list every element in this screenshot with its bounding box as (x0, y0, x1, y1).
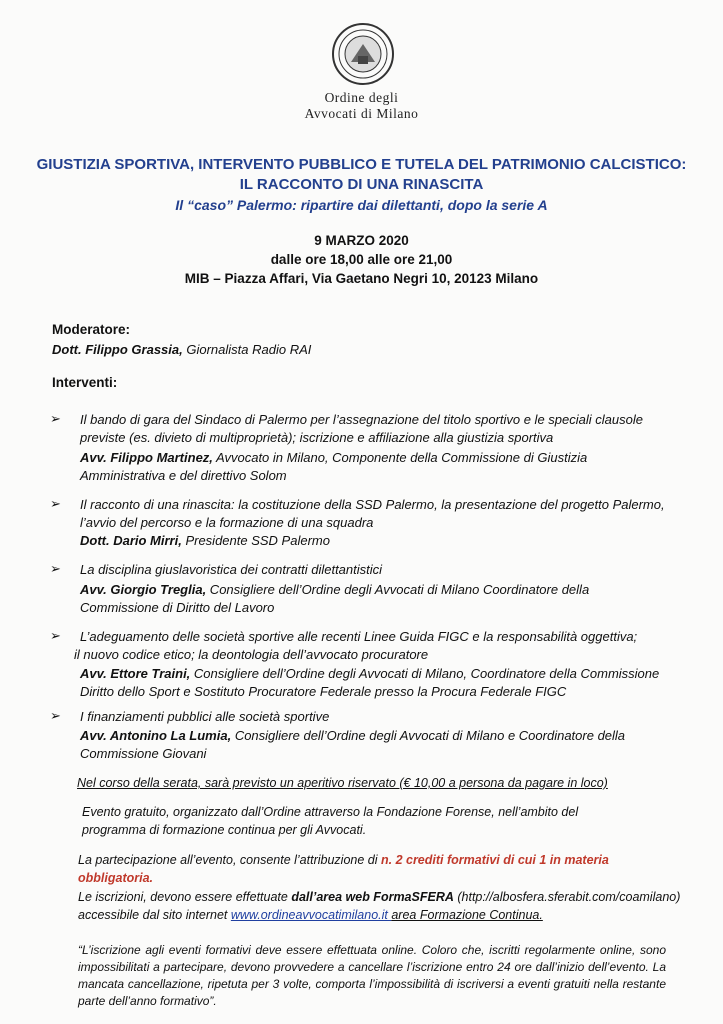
item-3-topic-line1: La disciplina giuslavoristica dei contratti dilettantistici (80, 562, 383, 577)
registration-area: dall’area web FormaSFERA (291, 890, 454, 904)
item-4-speaker-role1: Consigliere dell’Ordine degli Avvocati di Milano, Coordinatore della Commissione (190, 666, 660, 681)
item-2-speaker-line1 (80, 532, 330, 550)
moderator-name: Dott. Filippo Grassia, (52, 342, 183, 357)
item-5-speaker-name: Avv. Antonino La Lumia, (80, 728, 232, 743)
registration-url: (http://albosfera.sferabit.com/coamilano) (453, 890, 681, 904)
free-event-line1: Evento gratuito, organizzato dall’Ordine attraverso la Fondazione Forense, nell’ambito del (82, 805, 579, 819)
registration-policy-note: “L’iscrizione agli eventi formativi deve essere effettuata online. Coloro che, iscritti regolarmente online, sono impossibilitati a partecipare, devono provvedere a cancellare l’iscrizione entro 24 ore dall’inizio dell’evento. La mancata cancellazione, ripetuta per 3 volte, comporta l’impossibilità di iscriversi a eventi gratuiti nella restante parte dell’anno formativo”. (78, 943, 666, 1008)
event-date: 9 MARZO 2020 (314, 233, 409, 248)
event-place: MIB – Piazza Affari, Via Gaetano Negri 10, 20123 Milano (184, 271, 539, 286)
free-event-line2: programma di formazione continua per gli Avvocati. (82, 823, 367, 837)
item-3-speaker-role1: Consigliere dell’Ordine degli Avvocati di Milano Coordinatore della (206, 582, 590, 597)
event-subtitle: Il “caso” Palermo: ripartire dai dilettanti, dopo la serie A (175, 197, 548, 213)
item-3-speaker-role2: Commissione di Diritto del Lavoro (80, 600, 275, 615)
arrow-bullet-icon: ➢ (50, 708, 61, 723)
org-name-line1: Ordine degli (324, 90, 399, 105)
item-5-topic-line1: I finanziamenti pubblici alle società sportive (80, 709, 330, 724)
credits-pre: La partecipazione all’evento, consente l’attribuzione di (78, 853, 381, 867)
arrow-bullet-icon: ➢ (50, 411, 61, 426)
interventions-label: Interventi: (52, 375, 118, 390)
seal-logo (331, 22, 395, 86)
item-5-speaker-line1 (80, 727, 625, 745)
website-link[interactable]: www.ordineavvocatimilano.it (230, 908, 392, 922)
item-1-speaker-role1: Avvocato in Milano, Componente della Commissione di Giustizia (212, 450, 588, 465)
registration-pre: Le iscrizioni, devono essere effettuate (78, 890, 292, 904)
item-4-topic-line1: L’adeguamento delle società sportive alle recenti Linee Guida FIGC e la responsabilità oggettiva; (80, 629, 638, 644)
event-title-line1: GIUSTIZIA SPORTIVA, INTERVENTO PUBBLICO E TUTELA DEL PATRIMONIO CALCISTICO: (36, 156, 687, 173)
org-name-line2: Avvocati di Milano (304, 106, 419, 121)
item-1-speaker-role2: Amministrativa e del direttivo Solom (80, 468, 287, 483)
item-2-speaker-name: Dott. Dario Mirri, (80, 533, 182, 548)
moderator-role: Giornalista Radio RAI (182, 342, 312, 357)
credits-highlight1: n. 2 crediti formativi di cui 1 in materia (380, 853, 609, 867)
item-3-speaker-name: Avv. Giorgio Treglia, (80, 582, 207, 597)
item-4-speaker-role2: Diritto dello Sport e Sostituto Procuratore Federale presso la Procura Federale FIGC (80, 684, 567, 699)
moderator-line (52, 341, 311, 359)
arrow-bullet-icon: ➢ (50, 496, 61, 511)
aperitivo-note: Nel corso della serata, sarà previsto un aperitivo riservato (€ 10,00 a persona da pagare in loco) (77, 776, 608, 790)
moderator-label: Moderatore: (52, 322, 131, 337)
arrow-bullet-icon: ➢ (50, 561, 61, 576)
event-title-line2: IL RACCONTO DI UNA RINASCITA (239, 176, 484, 193)
registration-line2 (78, 906, 543, 924)
item-4-topic-line2: il nuovo codice etico; la deontologia dell’avvocato procuratore (74, 647, 429, 662)
item-5-speaker-role2: Commissione Giovani (80, 746, 207, 761)
item-1-topic-line1: Il bando di gara del Sindaco di Palermo per l’assegnazione del titolo sportivo e le speciali clausole (80, 412, 643, 427)
item-4-speaker-line1 (80, 665, 659, 683)
registration-line2-pre: accessibile dal sito internet (78, 908, 231, 922)
item-4-speaker-name: Avv. Ettore Traini, (80, 666, 191, 681)
item-1-topic-line2: previste (es. divieto di multiproprietà); iscrizione e affiliazione alla giustizia sportiva (80, 430, 554, 445)
event-time: dalle ore 18,00 alle ore 21,00 (270, 252, 453, 267)
registration-line1 (78, 888, 680, 906)
item-1-speaker-name: Avv. Filippo Martinez, (80, 450, 213, 465)
credits-highlight2: obbligatoria. (78, 871, 153, 885)
item-2-topic-line2: l’avvio del percorso e la formazione di una squadra (80, 515, 374, 530)
item-1-speaker-line1 (80, 449, 587, 467)
registration-line2-post: area Formazione Continua. (391, 908, 543, 922)
item-3-speaker-line1 (80, 581, 589, 599)
item-2-speaker-role1: Presidente SSD Palermo (181, 533, 330, 548)
arrow-bullet-icon: ➢ (50, 628, 61, 643)
credits-line1 (78, 851, 609, 869)
item-5-speaker-role1: Consigliere dell’Ordine degli Avvocati di Milano e Coordinatore della (231, 728, 626, 743)
item-2-topic-line1: Il racconto di una rinascita: la costituzione della SSD Palermo, la presentazione del progetto Palermo, (80, 497, 665, 512)
